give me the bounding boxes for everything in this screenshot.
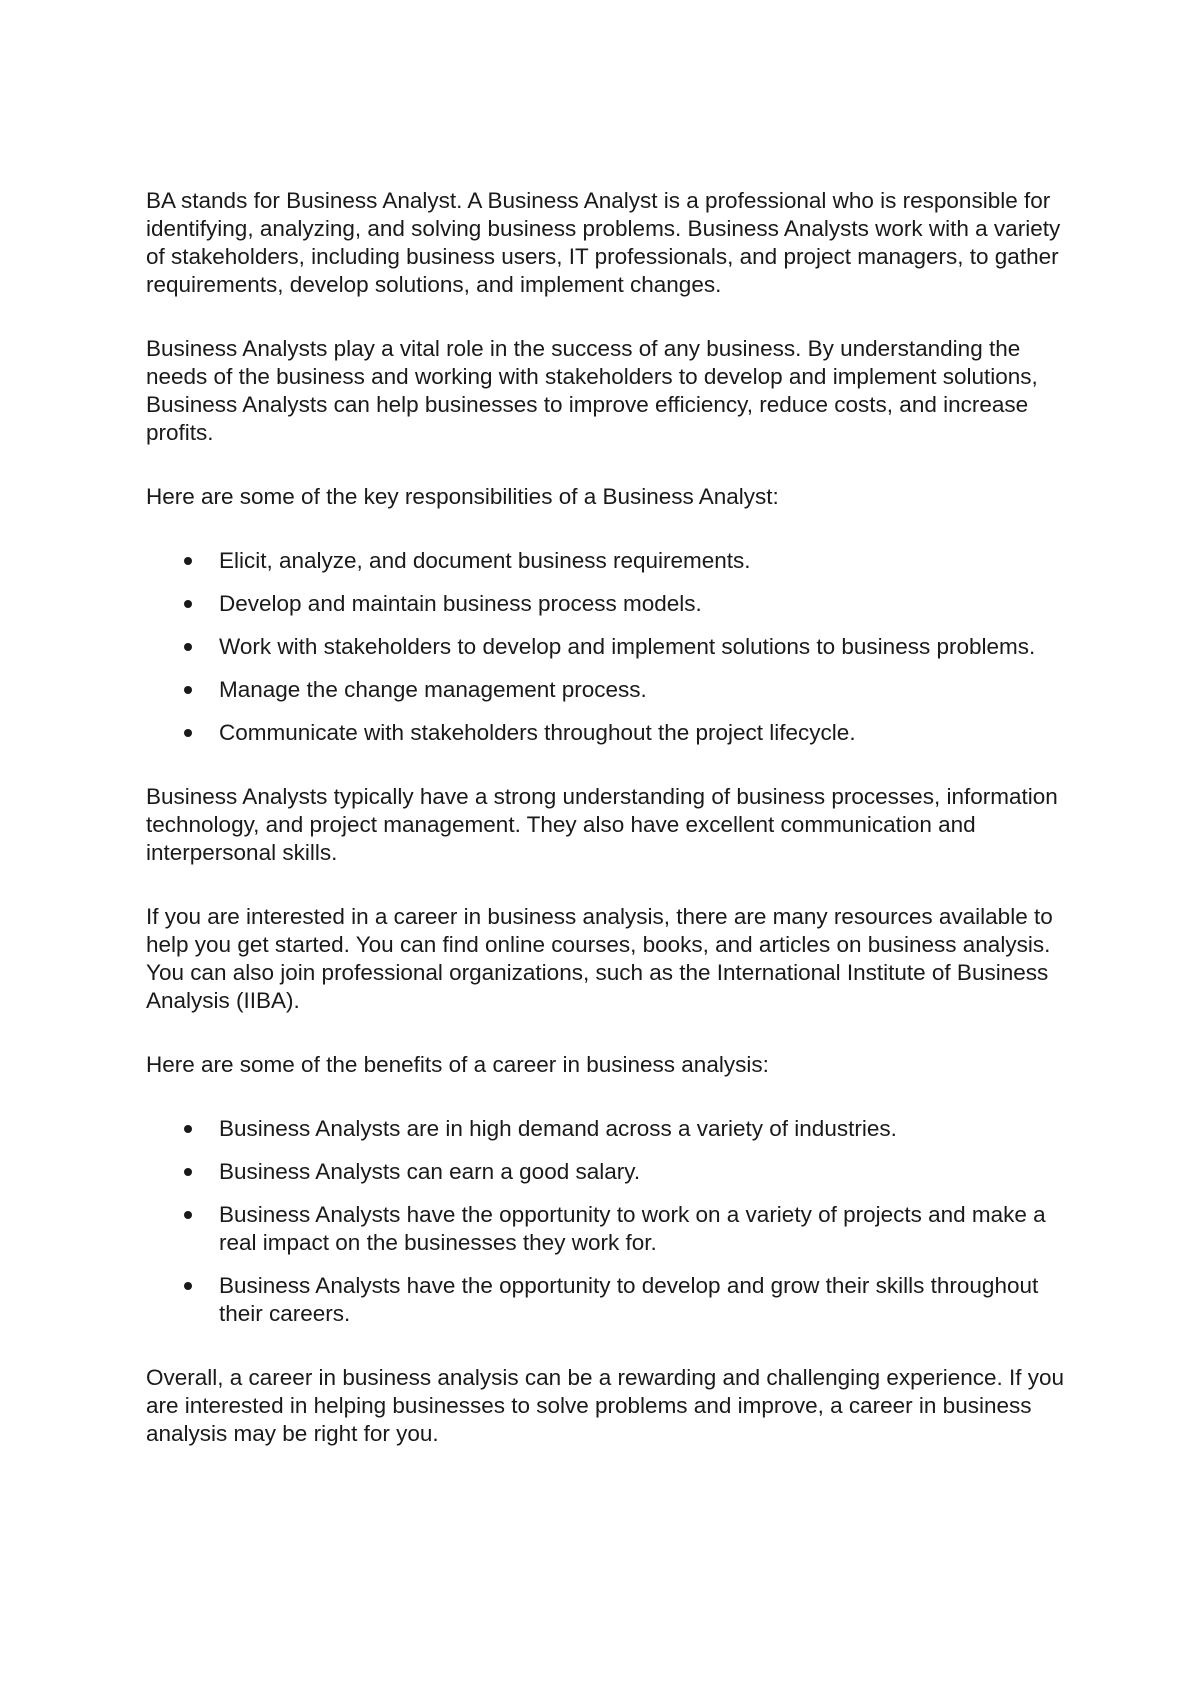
list-item (146, 1201, 1076, 1257)
list-item-text: Manage the change management process. (219, 677, 647, 702)
list-item (146, 719, 1076, 747)
list-item (146, 547, 1076, 575)
bullet-icon (184, 557, 192, 565)
paragraph-skills: Business Analysts typically have a strong understanding of business processes, information technology, and project management. They also have excellent communication and interpersonal skills. (146, 784, 1058, 865)
list-item-text: Communicate with stakeholders throughout the project lifecycle. (219, 720, 856, 745)
list-item (146, 676, 1076, 704)
list-item (146, 1158, 1076, 1186)
paragraph-intro: BA stands for Business Analyst. A Business Analyst is a professional who is responsible for identifying, analyzing, and solving business problems. Business Analysts work with a variety of stakeholders, including business users, IT professionals, and project managers, to gather requirements, develop solutions, and implement changes. (146, 188, 1061, 297)
bullet-icon (184, 1125, 192, 1133)
paragraph-role: Business Analysts play a vital role in the success of any business. By understanding the needs of the business and working with stakeholders to develop and implement solutions, Business Analysts can help businesses to improve efficiency, reduce costs, and increase profits. (146, 336, 1038, 445)
bullet-icon (184, 600, 192, 608)
bullet-icon (184, 1168, 192, 1176)
bullet-icon (184, 643, 192, 651)
list-item (146, 1272, 1076, 1328)
list-item-text: Business Analysts have the opportunity to work on a variety of projects and make a real impact on the businesses they work for. (219, 1202, 1046, 1255)
list-item-text: Business Analysts can earn a good salary. (219, 1159, 641, 1184)
paragraph-resources: If you are interested in a career in business analysis, there are many resources available to help you get started. You can find online courses, books, and articles on business analysis. You can also join professional organizations, such as the International Institute of Business Analysis (IIBA). (146, 904, 1053, 1013)
paragraph-conclusion: Overall, a career in business analysis can be a rewarding and challenging experience. If you are interested in helping businesses to solve problems and improve, a career in business analysis may be right for you. (146, 1365, 1065, 1446)
list-item-text: Business Analysts are in high demand across a variety of industries. (219, 1116, 897, 1141)
list-item (146, 1115, 1076, 1143)
document-body (146, 187, 1076, 1484)
bullet-icon (184, 1211, 192, 1219)
list-item-text: Business Analysts have the opportunity to develop and grow their skills throughout their careers. (219, 1273, 1039, 1326)
bullet-icon (184, 729, 192, 737)
list-item (146, 590, 1076, 618)
bullet-icon (184, 686, 192, 694)
list-item-text: Elicit, analyze, and document business requirements. (219, 548, 751, 573)
bullet-icon (184, 1282, 192, 1290)
list-item (146, 633, 1076, 661)
responsibilities-list (146, 547, 1076, 747)
list-item-text: Work with stakeholders to develop and implement solutions to business problems. (219, 634, 1036, 659)
benefits-list (146, 1115, 1076, 1328)
paragraph-responsibilities-heading: Here are some of the key responsibilities of a Business Analyst: (146, 484, 779, 509)
paragraph-benefits-heading: Here are some of the benefits of a career in business analysis: (146, 1052, 769, 1077)
list-item-text: Develop and maintain business process models. (219, 591, 702, 616)
